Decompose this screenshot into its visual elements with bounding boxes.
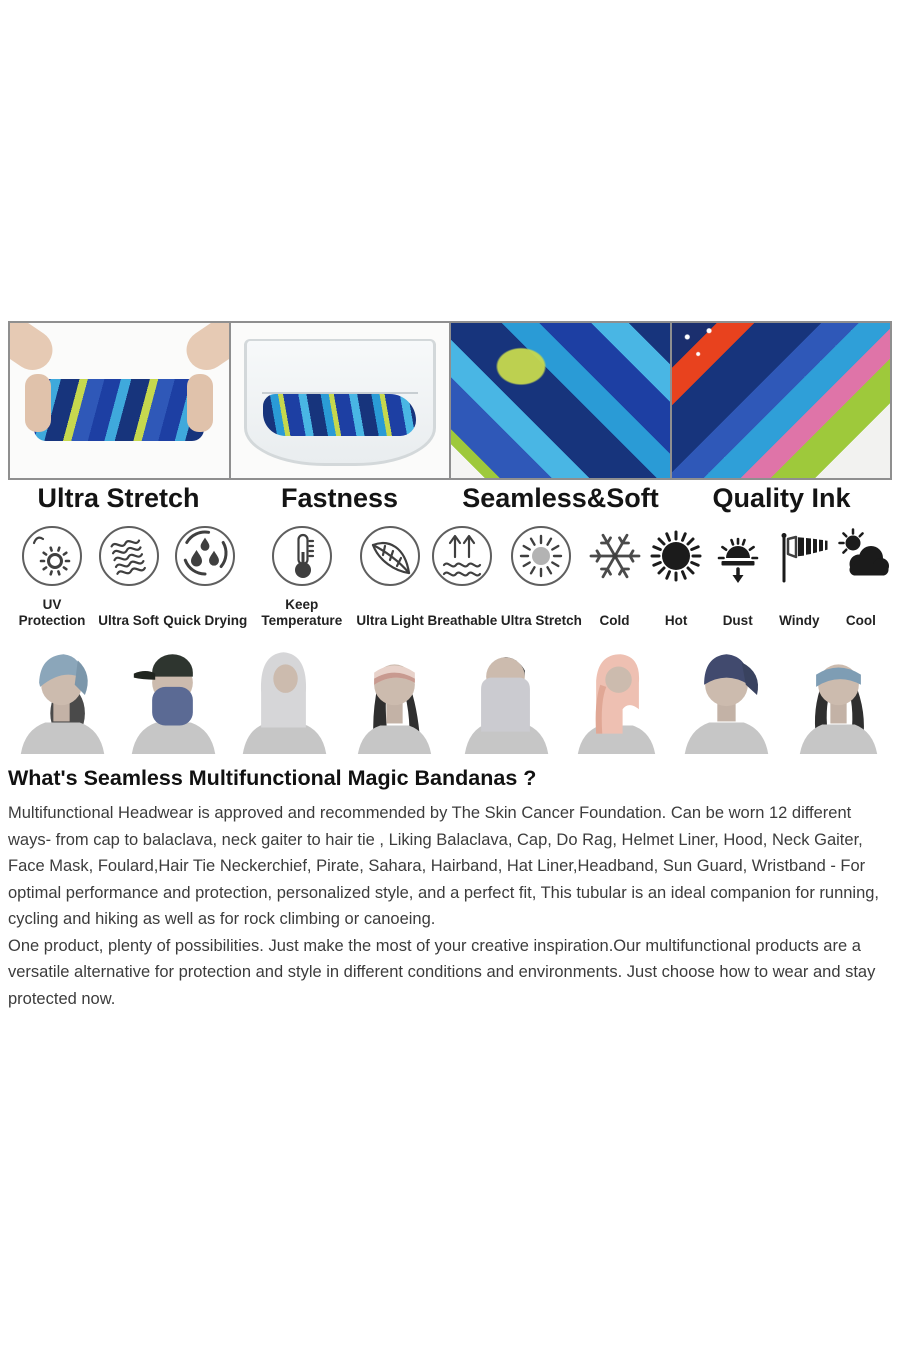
- left-hand: [25, 374, 51, 432]
- feature-uv-protection: [10, 521, 94, 629]
- description-paragraph-2: One product, plenty of possibilities. Just make the most of your creative inspiration.Our multifunctional products are a versatile alternative for protection and style in different conditions and environments. Just choose how to wear and stay protected now.: [8, 936, 876, 1008]
- description-section: [8, 766, 894, 1012]
- breathable-arrows-icon: [431, 525, 493, 587]
- photo-bandana-stack: [670, 323, 891, 478]
- photo-folded-fabric: [449, 323, 670, 478]
- feature-windy: [770, 521, 828, 629]
- soft-waves-icon: [98, 525, 160, 587]
- feature-label: Ultra Stretch: [500, 613, 582, 628]
- windsock-icon: [770, 527, 828, 585]
- wear-photo-hood-scarf: [565, 640, 668, 754]
- stretched-bandana: [34, 379, 204, 441]
- wear-photo-head-scarf: [10, 640, 113, 754]
- product-photo-strip: [8, 321, 892, 480]
- drying-drops-icon: [174, 525, 236, 587]
- wear-photo-balaclava: [232, 640, 335, 754]
- feature-label: Breathable: [427, 613, 498, 628]
- feature-label: Hot: [664, 613, 688, 628]
- feature-quick-drying: [163, 521, 247, 629]
- description-heading: What's Seamless Multifunctional Magic Bandanas ?: [8, 766, 537, 790]
- wear-photo-headband: [787, 640, 890, 754]
- photo-hands-stretching-bandana: [10, 323, 229, 478]
- feature-hot: [647, 521, 705, 629]
- right-hand: [187, 374, 213, 432]
- feature-label: Keep Temperature: [261, 597, 343, 628]
- caption-ultra-stretch: Ultra Stretch: [37, 483, 200, 513]
- feature-label: Ultra Light: [356, 613, 424, 628]
- wear-photo-cap-face-cover: [121, 640, 224, 754]
- left-arm: [10, 323, 60, 378]
- caption-quality-ink: Quality Ink: [712, 483, 851, 513]
- feature-icon-row: [0, 521, 900, 629]
- thermometer-icon: [271, 525, 333, 587]
- hot-sun-icon: [647, 527, 705, 585]
- caption-seamless-soft: Seamless&Soft: [462, 483, 659, 513]
- wear-photo-hair-band: [343, 640, 446, 754]
- feature-label: Ultra Soft: [98, 613, 159, 628]
- wear-photo-pirate-bandana: [676, 640, 779, 754]
- wear-style-strip: [10, 640, 890, 754]
- photo-bandana-in-water: [229, 323, 450, 478]
- feature-cold: [586, 521, 644, 629]
- feature-label: Cold: [599, 613, 630, 628]
- soaked-bandana: [263, 394, 416, 436]
- wear-photo-neck-gaiter: [454, 640, 557, 754]
- feature-label: UV Protection: [18, 597, 86, 628]
- right-arm: [178, 323, 228, 378]
- feature-breathable: [428, 521, 498, 629]
- feature-ultra-stretch: [501, 521, 582, 629]
- photo-captions: [8, 483, 892, 514]
- feature-label: Dust: [722, 613, 753, 628]
- stretch-sun-icon: [510, 525, 572, 587]
- feather-icon: [359, 525, 421, 587]
- dust-icon: [709, 527, 767, 585]
- feature-label: Quick Drying: [163, 613, 248, 628]
- feature-ultra-soft: [98, 521, 160, 629]
- feature-ultra-light: [356, 521, 424, 629]
- feature-cool: [832, 521, 890, 629]
- snowflake-icon: [586, 527, 644, 585]
- feature-keep-temperature: [251, 521, 353, 629]
- glass-bowl: [244, 339, 436, 466]
- sun-behind-cloud-icon: [832, 527, 890, 585]
- feature-label: Windy: [779, 613, 820, 628]
- caption-fastness: Fastness: [280, 483, 399, 513]
- feature-label: Cool: [845, 613, 876, 628]
- description-paragraph-1: Multifunctional Headwear is approved and recommended by The Skin Cancer Foundation. Can be worn 12 different ways- from cap to balaclava, neck gaiter to hair tie , Liking Balaclava, Cap, Do Rag, Helmet Liner, Hood, Neck Gaiter, Face Mask, Foulard,Hair Tie Neckerchief, Pirate, Sahara, Hairband, Hat Liner,Headband, Sun Guard, Wristband - For optimal performance and protection, personalized style, and a perfect fit, This tubular is an ideal companion for running, cycling and hiking as well as for rock climbing or canoeing.: [8, 804, 880, 928]
- uv-sun-icon: [21, 525, 83, 587]
- feature-dust: [709, 521, 767, 629]
